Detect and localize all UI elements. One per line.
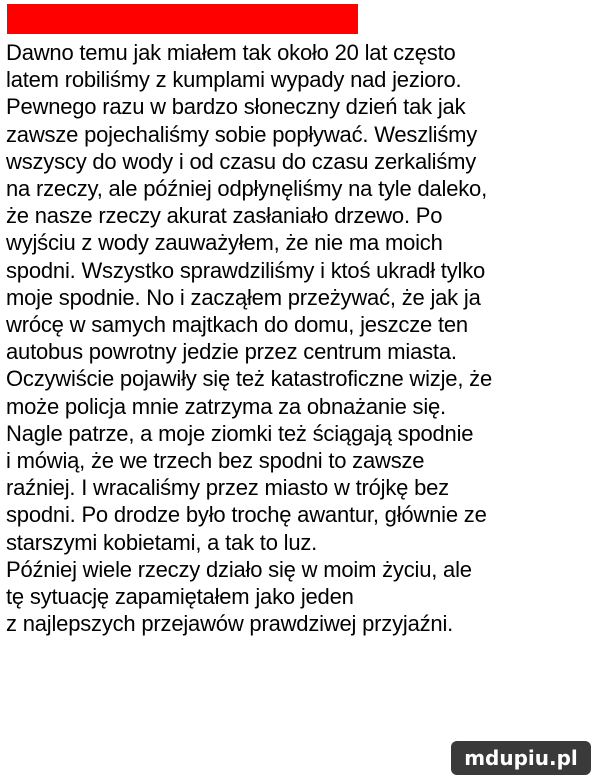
story-text [6, 39, 598, 637]
story-line: spodni. Po drodze było trochę awantur, głównie ze [6, 502, 487, 528]
story-line: starszymi kobietami, a tak to luz. [6, 529, 318, 555]
story-line: autobus powrotny jedzie przez centrum miasta. [6, 339, 457, 365]
story-line: spodni. Wszystko sprawdziliśmy i ktoś ukradł tylko [6, 257, 486, 283]
story-line: Oczywiście pojawiły się też katastroficzne wizje, że [6, 366, 492, 392]
story-line: Pewnego razu w bardzo słoneczny dzień tak jak [6, 94, 466, 120]
story-line: zawsze pojechaliśmy sobie popływać. Weszliśmy [6, 121, 478, 147]
story-line: raźniej. I wracaliśmy przez miasto w trójkę bez [6, 475, 449, 501]
story-line: może policja mnie zatrzyma za obnażanie się. [6, 393, 446, 419]
story-line: moje spodnie. No i zacząłem przeżywać, że jak ja [6, 284, 481, 310]
story-line: że nasze rzeczy akurat zasłaniało drzewo. Po [6, 203, 443, 229]
story-line: z najlepszych przejawów prawdziwej przyjaźni. [6, 611, 454, 637]
redaction-bar [7, 4, 358, 34]
story-line: Nagle patrze, a moje ziomki też ściągają spodnie [6, 420, 474, 446]
story-line: tę sytuację zapamiętałem jako jeden [6, 584, 354, 610]
story-line: na rzeczy, ale później odpłynęliśmy na tyle daleko, [6, 176, 487, 202]
story-line: Później wiele rzeczy działo się w moim życiu, ale [6, 556, 472, 582]
watermark-badge: mdupiu.pl [451, 741, 591, 775]
story-line: wyjściu z wody zauważyłem, że nie ma moich [6, 230, 443, 256]
story-line: latem robiliśmy z kumplami wypady nad jezioro. [6, 67, 462, 93]
story-line: i mówią, że we trzech bez spodni to zawsze [6, 448, 425, 474]
story-line: Dawno temu jak miałem tak około 20 lat często [6, 40, 456, 65]
story-line: wszyscy do wody i od czasu do czasu zerkaliśmy [6, 148, 477, 174]
story-line: wrócę w samych majtkach do domu, jeszcze ten [6, 312, 468, 338]
